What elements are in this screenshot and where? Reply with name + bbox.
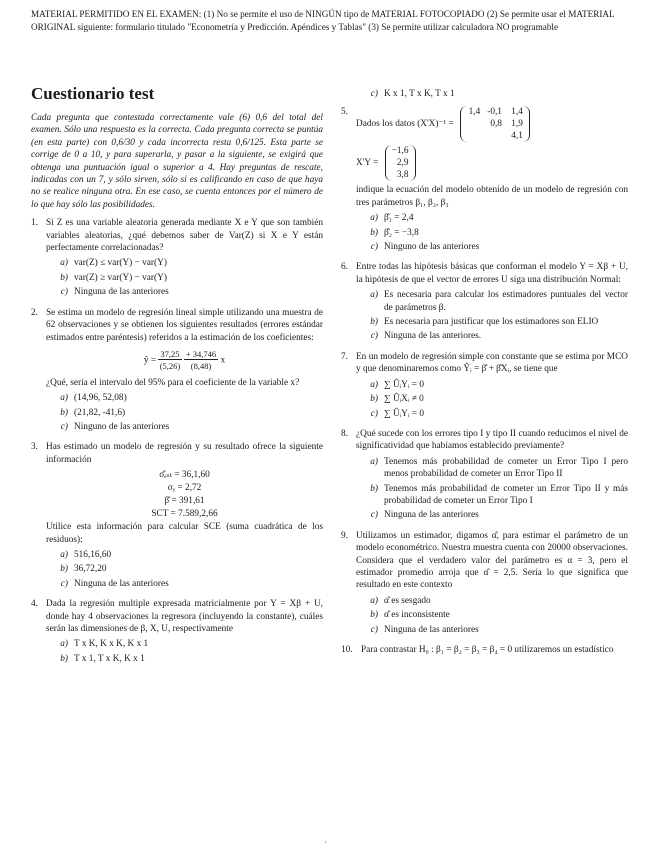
question-5 bbox=[341, 106, 628, 255]
question-number: 4. bbox=[31, 599, 38, 610]
question-number: 3. bbox=[31, 442, 38, 453]
question-1 bbox=[31, 217, 323, 300]
option[interactable]: a) (14,96, 52,08) bbox=[60, 393, 127, 404]
option[interactable]: b) Es necesaria para justificar que los estimadores son ELIO bbox=[370, 317, 599, 328]
question-number: 7. bbox=[341, 351, 348, 362]
instructions: Cada pregunta que contestada correctamente vale (6) 0,6 del total del examen. Sólo una respuesta es la correcta. Cada pregunta correcta se puntúa (en esta parte) con 0,6/30 y cada incorrecta resta 0,6/125. Esta parte se corrige de 0 a 10, y para superarla, y pasar a la siguiente, se exigirá que obtenga una puntuación igual o superior a 4. Hay preguntas de rescate, indicadas con un 7, y sólo sirven, sólo si es calificando en caso de que haya no se realice ninguna otra. En ese caso, se cuenta entonces por el número de lo que hay sólo las posibilidades. bbox=[31, 113, 323, 210]
question-text: ¿Qué sucede con los errores tipo I y tipo II cuando reducimos el nivel de significatividad que habíamos establecido previamente? bbox=[356, 428, 628, 452]
option[interactable]: c) Ninguna de las anteriores bbox=[370, 624, 479, 635]
question-number: 5. bbox=[341, 107, 348, 118]
option[interactable]: a) Tenemos más probabilidad de cometer un Error Tipo I pero menos probabilidad de cometer un Error Tipo II bbox=[370, 456, 628, 480]
question-text: En un modelo de regresión simple con constante que se estima por MCO y que denominaremos como Ŷᵢ = β̂ + β̂Xᵢ, se tiene que bbox=[356, 351, 628, 375]
options-list bbox=[356, 289, 628, 343]
question-6 bbox=[341, 261, 628, 344]
left-column bbox=[31, 84, 323, 673]
option[interactable]: b) 36,72,20 bbox=[60, 564, 107, 575]
exam-header: MATERIAL PERMITIDO EN EL EXAMEN: (1) No se permite el uso de NINGÚN tipo de MATERIAL FOTOCOPIADO (2) Se permite usar el MATERIAL ORIGINAL siguiente: formulario titulado "Econometría y Predicción. Apéndices y Tablas" (3) Se permite utilizar calculadora NO programable bbox=[31, 9, 615, 32]
question-text: Has estimado un modelo de regresión y su resultado ofrece la siguiente información bbox=[46, 442, 323, 465]
question-4 bbox=[31, 598, 323, 667]
option[interactable]: c) Ninguna de las anteriores bbox=[60, 578, 169, 589]
option[interactable]: a) β̂₁ = 2,4 bbox=[370, 213, 414, 224]
question-number: 8. bbox=[341, 428, 348, 439]
option[interactable]: a) T x K, K x K, K x 1 bbox=[60, 639, 149, 650]
question-number: 9. bbox=[341, 530, 348, 541]
question-text: Se estima un modelo de regresión lineal simple utilizando una muestra de 62 observaciones y se obtienen los siguientes resultados (errores estándar estimados entre paréntesis) referidos a la estimación de los coeficientes: bbox=[46, 307, 323, 343]
options-list bbox=[46, 549, 323, 590]
question-number: 10. bbox=[341, 645, 353, 655]
question-9 bbox=[341, 530, 628, 638]
equation-block: σ̂ₑₛₜ = 36,1,60 σᵧ = 2,72 β̂ = 391,61 SCT = 7.589,2,66 bbox=[151, 470, 218, 520]
question-text: Si Z es una variable aleatoria generada mediante X e Y que son también variables aleatorias, ¿qué debemos saber de Var(Z) si X e Y están perfectamente correlacionadas? bbox=[46, 218, 323, 254]
option[interactable]: b) Tenemos más probabilidad de cometer un Error Tipo II y más probabilidad de cometer un Error Tipo I bbox=[370, 483, 628, 506]
question-prompt: indique la ecuación del modelo obtenido de un modelo de regresión con tres parámetros β₁, β₂, β₃ bbox=[356, 185, 628, 208]
option[interactable]: c) Ninguna de las anteriores. bbox=[370, 331, 482, 342]
question-10 bbox=[341, 644, 628, 659]
section-title: Cuestionario test bbox=[31, 84, 155, 103]
matrix-xtx-inv: 1,4 -0,1 1,4 0,8 1,9 4,1 bbox=[460, 106, 530, 142]
option[interactable]: b) ∑ ÛᵢXᵢ ≠ 0 bbox=[370, 394, 424, 405]
right-column bbox=[341, 88, 628, 665]
options-list-continued bbox=[356, 88, 628, 100]
question-text: Entre todas las hipótesis básicas que conforman el modelo Y = Xβ + U, la hipótesis de que el vector de errores U siga una distribución Normal: bbox=[356, 262, 628, 285]
option[interactable]: a) 516,16,60 bbox=[60, 549, 112, 560]
matrix-line: Dados los datos (X'X)⁻¹ = 1,4 -0,1 1,4 0,8 1,9 4,1 bbox=[356, 106, 628, 142]
question-number: 6. bbox=[341, 262, 348, 273]
options-list bbox=[46, 257, 323, 298]
question-3 bbox=[31, 441, 323, 592]
question-number: 1. bbox=[31, 218, 38, 229]
option[interactable]: c) ∑ ÛᵢYᵢ = 0 bbox=[370, 408, 424, 419]
option[interactable]: a) Es necesaria para calcular los estimadores puntuales del vector de parámetros β. bbox=[370, 290, 628, 313]
option[interactable]: a) var(Z) ≤ var(Y) − var(Y) bbox=[60, 258, 167, 269]
option[interactable]: b) β̂₂ = −3,8 bbox=[370, 227, 419, 238]
option[interactable]: b) var(Z) ≥ var(Y) − var(Y) bbox=[60, 272, 167, 283]
option[interactable]: c) Ninguno de las anteriores bbox=[370, 242, 480, 253]
option[interactable]: a) ∑ ÛᵢYᵢ = 0 bbox=[370, 379, 424, 390]
question-prompt: Utilice esta información para calcular SCE (suma cuadrática de los residuos): bbox=[46, 522, 323, 545]
question-text: Dada la regresión multiple expresada matricialmente por Y = Xβ + U, donde hay 4 observaciones la regresora (incluyendo la constante), cuáles serán las dimensiones de β, X, U, respectivamente bbox=[46, 599, 323, 634]
option[interactable]: b) (21,82, -41,6) bbox=[60, 407, 126, 418]
question-number: 2. bbox=[31, 307, 38, 318]
options-list bbox=[356, 212, 628, 253]
question-text: Para contrastar H₀ : β₁ = β₂ = β₃ = β₄ = 0 utilizaremos un estadístico bbox=[361, 645, 614, 655]
question-prompt: ¿Qué, sería el intervalo del 95% para el coeficiente de la variable x? bbox=[46, 377, 300, 388]
option[interactable]: b) T x 1, T x K, K x 1 bbox=[60, 653, 145, 664]
options-list bbox=[356, 379, 628, 420]
page-number: · bbox=[324, 838, 327, 847]
option[interactable]: c) Ninguna de las anteriores bbox=[60, 287, 169, 298]
question-2 bbox=[31, 307, 323, 436]
regression-equation: ŷ = $\frac{37,25}{(5,26)} \frac{+ 34,746}{(8,48)}$ x bbox=[143, 348, 226, 372]
question-8 bbox=[341, 428, 628, 524]
option[interactable]: b) α̂ es inconsistente bbox=[370, 610, 450, 621]
option[interactable]: c) Ninguna de las anteriores bbox=[370, 510, 479, 521]
option[interactable]: a) α̂ es sesgado bbox=[370, 595, 431, 606]
options-list bbox=[356, 595, 628, 636]
options-list bbox=[356, 456, 628, 522]
option[interactable]: c) Ninguno de las anteriores bbox=[60, 421, 170, 432]
option[interactable]: c) K x 1, T x K, T x 1 bbox=[370, 89, 455, 99]
matrix-line: X'Y = −1,6 2,9 3,8 bbox=[356, 145, 628, 181]
question-7 bbox=[341, 351, 628, 422]
options-list bbox=[46, 638, 323, 665]
question-text: Utilizamos un estimador, digamos α̂, para estimar el parámetro de un modelo econométrico. Nuestra muestra cuenta con 20000 observaciones. Considera que el verdadero valor del parámetro es α = 3, pero el estimador promedio arroja que α̂ = 2,5. Sería lo que significa que resultado en este contexto bbox=[356, 530, 628, 591]
options-list bbox=[46, 392, 323, 433]
matrix-xty: −1,6 2,9 3,8 bbox=[385, 145, 416, 181]
